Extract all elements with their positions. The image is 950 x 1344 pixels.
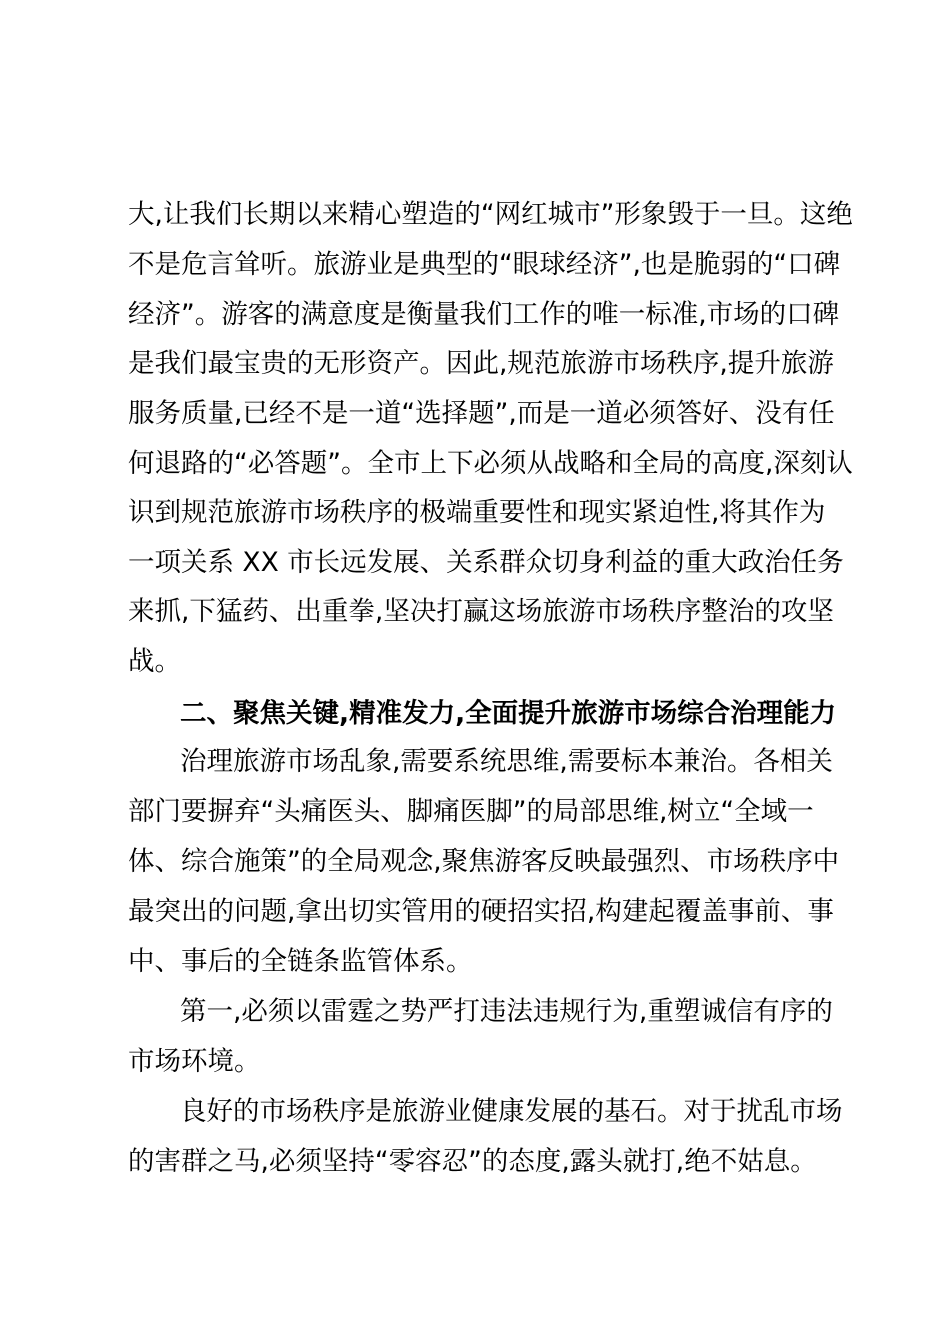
body-text-line: 良好的市场秩序是旅游业健康发展的基石。对于扰乱市场 [180,1096,843,1127]
body-text-line: 市场环境。 [128,1046,261,1077]
body-text-line: 部门要摒弃“头痛医头、脚痛医脚”的局部思维,树立“全域一 [128,796,814,827]
body-text-line: 的害群之马,必须坚持“零容忍”的态度,露头就打,绝不姑息。 [128,1146,817,1177]
body-text-line: 第一,必须以雷霆之势严打违法违规行为,重塑诚信有序的 [180,996,833,1027]
section-heading: 二、聚焦关键,精准发力,全面提升旅游市场综合治理能力 [180,698,837,729]
body-text-line: 何退路的“必答题”。全市上下必须从战略和全局的高度,深刻认 [128,448,853,479]
body-text-line: 一项关系 XX 市长远发展、关系群众切身利益的重大政治任务 [128,547,844,578]
body-text-line: 最突出的问题,拿出切实管用的硬招实招,构建起覆盖事前、事 [128,896,834,927]
body-text-line: 治理旅游市场乱象,需要系统思维,需要标本兼治。各相关 [180,746,833,777]
body-text-line: 中、事后的全链条监管体系。 [128,946,473,977]
body-text-line: 来抓,下猛药、出重拳,坚决打赢这场旅游市场秩序整治的攻坚 [128,596,834,627]
body-text-line: 服务质量,已经不是一道“选择题”,而是一道必须答好、没有任 [128,398,835,429]
body-text-line: 不是危言耸听。旅游业是典型的“眼球经济”,也是脆弱的“口碑 [128,249,841,280]
body-text-line: 识到规范旅游市场秩序的极端重要性和现实紧迫性,将其作为 [128,497,826,528]
body-text-line: 战。 [128,646,181,677]
body-text-line: 大,让我们长期以来精心塑造的“网红城市”形象毁于一旦。这绝 [128,199,853,230]
body-text-line: 是我们最宝贵的无形资产。因此,规范旅游市场秩序,提升旅游 [128,348,834,379]
body-text-line: 体、综合施策”的全局观念,聚焦游客反映最强烈、市场秩序中 [128,846,840,877]
body-text-line: 经济”。游客的满意度是衡量我们工作的唯一标准,市场的口碑 [128,299,840,330]
